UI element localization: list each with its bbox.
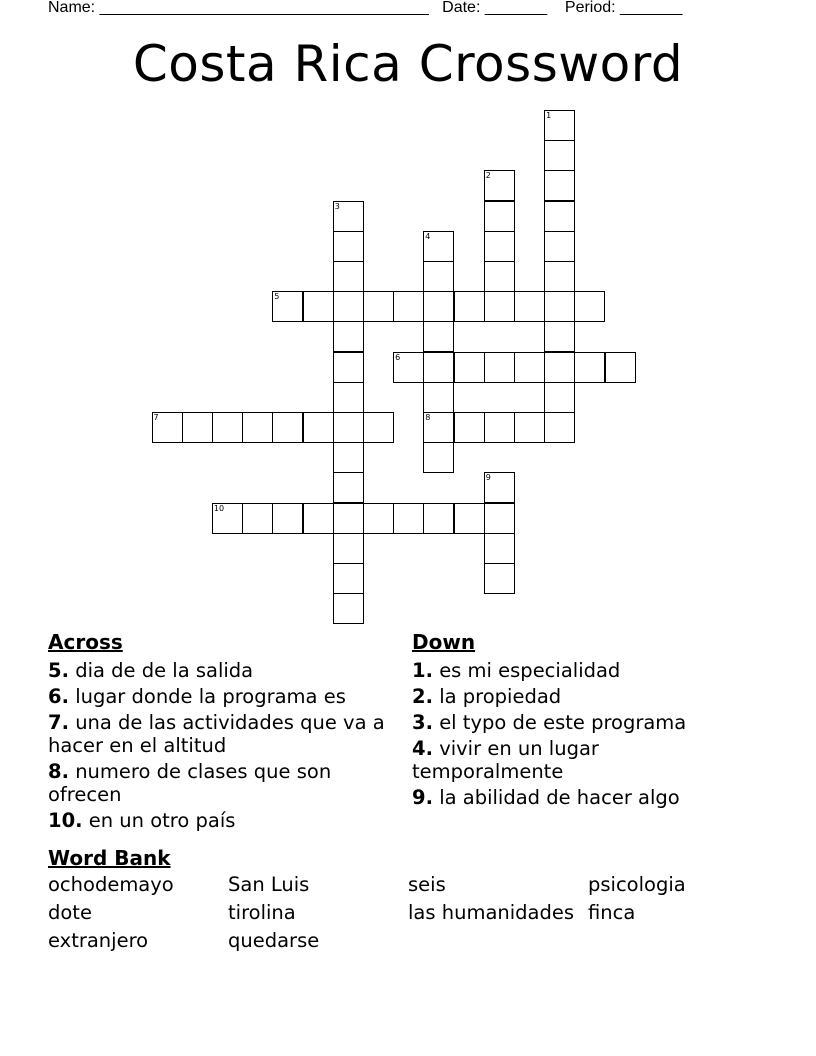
- clue-number: 5.: [48, 659, 69, 682]
- crossword-cell[interactable]: [454, 352, 485, 383]
- clue-number-label: 3: [334, 201, 340, 211]
- crossword-cell[interactable]: [484, 472, 515, 503]
- word-bank: [48, 873, 768, 952]
- crossword-cell[interactable]: [484, 170, 515, 201]
- crossword-cell[interactable]: [484, 533, 515, 564]
- crossword-cell[interactable]: [544, 231, 575, 262]
- word-bank-heading: Word Bank: [48, 846, 171, 870]
- crossword-cell[interactable]: [363, 412, 394, 443]
- crossword-cell[interactable]: [454, 503, 485, 534]
- crossword-cell[interactable]: [544, 170, 575, 201]
- crossword-cell[interactable]: [333, 412, 364, 443]
- clue-number: 8.: [48, 760, 69, 783]
- crossword-cell[interactable]: [544, 201, 575, 232]
- clue-number-label: 4: [425, 231, 431, 241]
- crossword-cell[interactable]: [333, 472, 364, 503]
- across-clue-list: [48, 659, 393, 835]
- crossword-cell[interactable]: [333, 321, 364, 352]
- clue-text: numero de clases que son ofrecen: [48, 760, 332, 806]
- crossword-cell[interactable]: [272, 291, 303, 322]
- clue-number-label: 6: [395, 352, 401, 362]
- crossword-cell[interactable]: [333, 442, 364, 473]
- crossword-cell[interactable]: [484, 231, 515, 262]
- crossword-cell[interactable]: [242, 503, 273, 534]
- across-clue: [48, 659, 393, 682]
- crossword-cell[interactable]: [393, 352, 424, 383]
- crossword-cell[interactable]: [333, 563, 364, 594]
- crossword-cell[interactable]: [605, 352, 636, 383]
- crossword-cell[interactable]: [484, 261, 515, 292]
- crossword-cell[interactable]: [333, 503, 364, 534]
- word-bank-item: ochodemayo: [48, 873, 174, 896]
- across-clue: [48, 809, 393, 832]
- student-info-line: Name: _____________________________________ Date: _______ Period: _______: [48, 0, 683, 16]
- crossword-cell[interactable]: [544, 261, 575, 292]
- across-heading: Across: [48, 630, 123, 654]
- crossword-cell[interactable]: [484, 291, 515, 322]
- crossword-cell[interactable]: [423, 503, 454, 534]
- word-bank-item: psicologia: [588, 873, 686, 896]
- clue-text: es mi especialidad: [439, 659, 621, 682]
- word-bank-item: tirolina: [228, 901, 296, 924]
- clue-number: 1.: [412, 659, 433, 682]
- crossword-cell[interactable]: [544, 352, 575, 383]
- clue-number-label: 8: [425, 413, 431, 422]
- down-heading: Down: [412, 630, 476, 654]
- down-clue: [412, 786, 742, 809]
- clue-text: lugar donde la programa es: [75, 685, 346, 708]
- crossword-cell[interactable]: [544, 110, 575, 141]
- crossword-cell[interactable]: [333, 231, 364, 262]
- crossword-cell[interactable]: [423, 382, 454, 413]
- crossword-cell[interactable]: [484, 201, 515, 232]
- crossword-cell[interactable]: [182, 412, 213, 443]
- clue-number: 7.: [48, 711, 69, 734]
- crossword-cell[interactable]: [363, 503, 394, 534]
- crossword-cell[interactable]: [242, 412, 273, 443]
- crossword-cell[interactable]: [544, 140, 575, 171]
- crossword-cell[interactable]: [212, 412, 243, 443]
- crossword-cell[interactable]: [514, 412, 545, 443]
- crossword-cell[interactable]: [423, 352, 454, 383]
- crossword-cell[interactable]: [454, 412, 485, 443]
- clue-number-label: 7: [153, 413, 159, 422]
- clue-number: 4.: [412, 737, 433, 760]
- down-clue: [412, 737, 742, 783]
- clue-number: 10.: [48, 809, 83, 832]
- down-clue-list: [412, 659, 742, 812]
- crossword-cell[interactable]: [544, 412, 575, 443]
- crossword-cell[interactable]: [393, 291, 424, 322]
- crossword-cell[interactable]: [514, 291, 545, 322]
- word-bank-item: dote: [48, 901, 92, 924]
- crossword-cell[interactable]: [423, 261, 454, 292]
- crossword-cell[interactable]: [303, 291, 334, 322]
- crossword-cell[interactable]: [484, 352, 515, 383]
- word-bank-item: extranjero: [48, 929, 149, 952]
- across-clue: [48, 685, 393, 708]
- crossword-cell[interactable]: [303, 503, 334, 534]
- word-bank-item: seis: [408, 873, 446, 896]
- clue-text: la abilidad de hacer algo: [439, 786, 680, 809]
- clue-text: una de las actividades que va a hacer en el altitud: [48, 711, 385, 757]
- word-bank-item: las humanidades: [408, 901, 575, 924]
- across-clue: [48, 711, 393, 757]
- clue-number-label: 10: [213, 503, 225, 513]
- crossword-cell[interactable]: [544, 291, 575, 322]
- crossword-cell[interactable]: [514, 352, 545, 383]
- clue-number: 6.: [48, 685, 69, 708]
- crossword-cell[interactable]: [333, 533, 364, 564]
- crossword-cell[interactable]: [272, 412, 303, 443]
- page-title: Costa Rica Crossword: [132, 35, 684, 93]
- clue-number: 3.: [412, 711, 433, 734]
- crossword-cell[interactable]: [484, 412, 515, 443]
- crossword-cell[interactable]: [423, 291, 454, 322]
- word-bank-item: quedarse: [228, 929, 320, 952]
- crossword-cell[interactable]: [212, 503, 243, 534]
- word-bank-item: finca: [588, 901, 636, 924]
- crossword-cell[interactable]: [333, 352, 364, 383]
- across-clue: [48, 760, 393, 806]
- crossword-cell[interactable]: [333, 291, 364, 322]
- crossword-cell[interactable]: [574, 352, 605, 383]
- clue-text: en un otro país: [88, 809, 236, 832]
- clue-number-label: 1: [546, 111, 552, 120]
- clue-number-label: 2: [485, 171, 491, 181]
- clue-number-label: 5: [274, 292, 280, 302]
- crossword-cell[interactable]: [484, 503, 515, 534]
- crossword-cell[interactable]: [423, 412, 454, 443]
- crossword-cell[interactable]: [574, 291, 605, 322]
- word-bank-item: San Luis: [228, 873, 310, 896]
- clue-text: dia de de la salida: [75, 659, 254, 682]
- clue-text: la propiedad: [439, 685, 562, 708]
- crossword-cell[interactable]: [333, 382, 364, 413]
- crossword-cell[interactable]: [423, 321, 454, 352]
- clue-number-label: 9: [485, 473, 491, 483]
- clue-text: el typo de este programa: [439, 711, 687, 734]
- down-clue: [412, 659, 742, 682]
- clue-number: 9.: [412, 786, 433, 809]
- crossword-cell[interactable]: [333, 201, 364, 232]
- crossword-cell[interactable]: [484, 563, 515, 594]
- crossword-cell[interactable]: [363, 291, 394, 322]
- crossword-cell[interactable]: [423, 442, 454, 473]
- down-clue: [412, 711, 742, 734]
- clue-number: 2.: [412, 685, 433, 708]
- down-clue: [412, 685, 742, 708]
- crossword-cell[interactable]: [272, 503, 303, 534]
- crossword-cell[interactable]: [423, 231, 454, 262]
- crossword-cell[interactable]: [544, 382, 575, 413]
- crossword-cell[interactable]: [393, 503, 424, 534]
- clue-text: vivir en un lugar temporalmente: [412, 737, 599, 783]
- crossword-cell[interactable]: [544, 321, 575, 352]
- crossword-cell[interactable]: [454, 291, 485, 322]
- crossword-cell[interactable]: [333, 261, 364, 292]
- crossword-cell[interactable]: [333, 593, 364, 624]
- crossword-cell[interactable]: [303, 412, 334, 443]
- crossword-cell[interactable]: [152, 412, 183, 443]
